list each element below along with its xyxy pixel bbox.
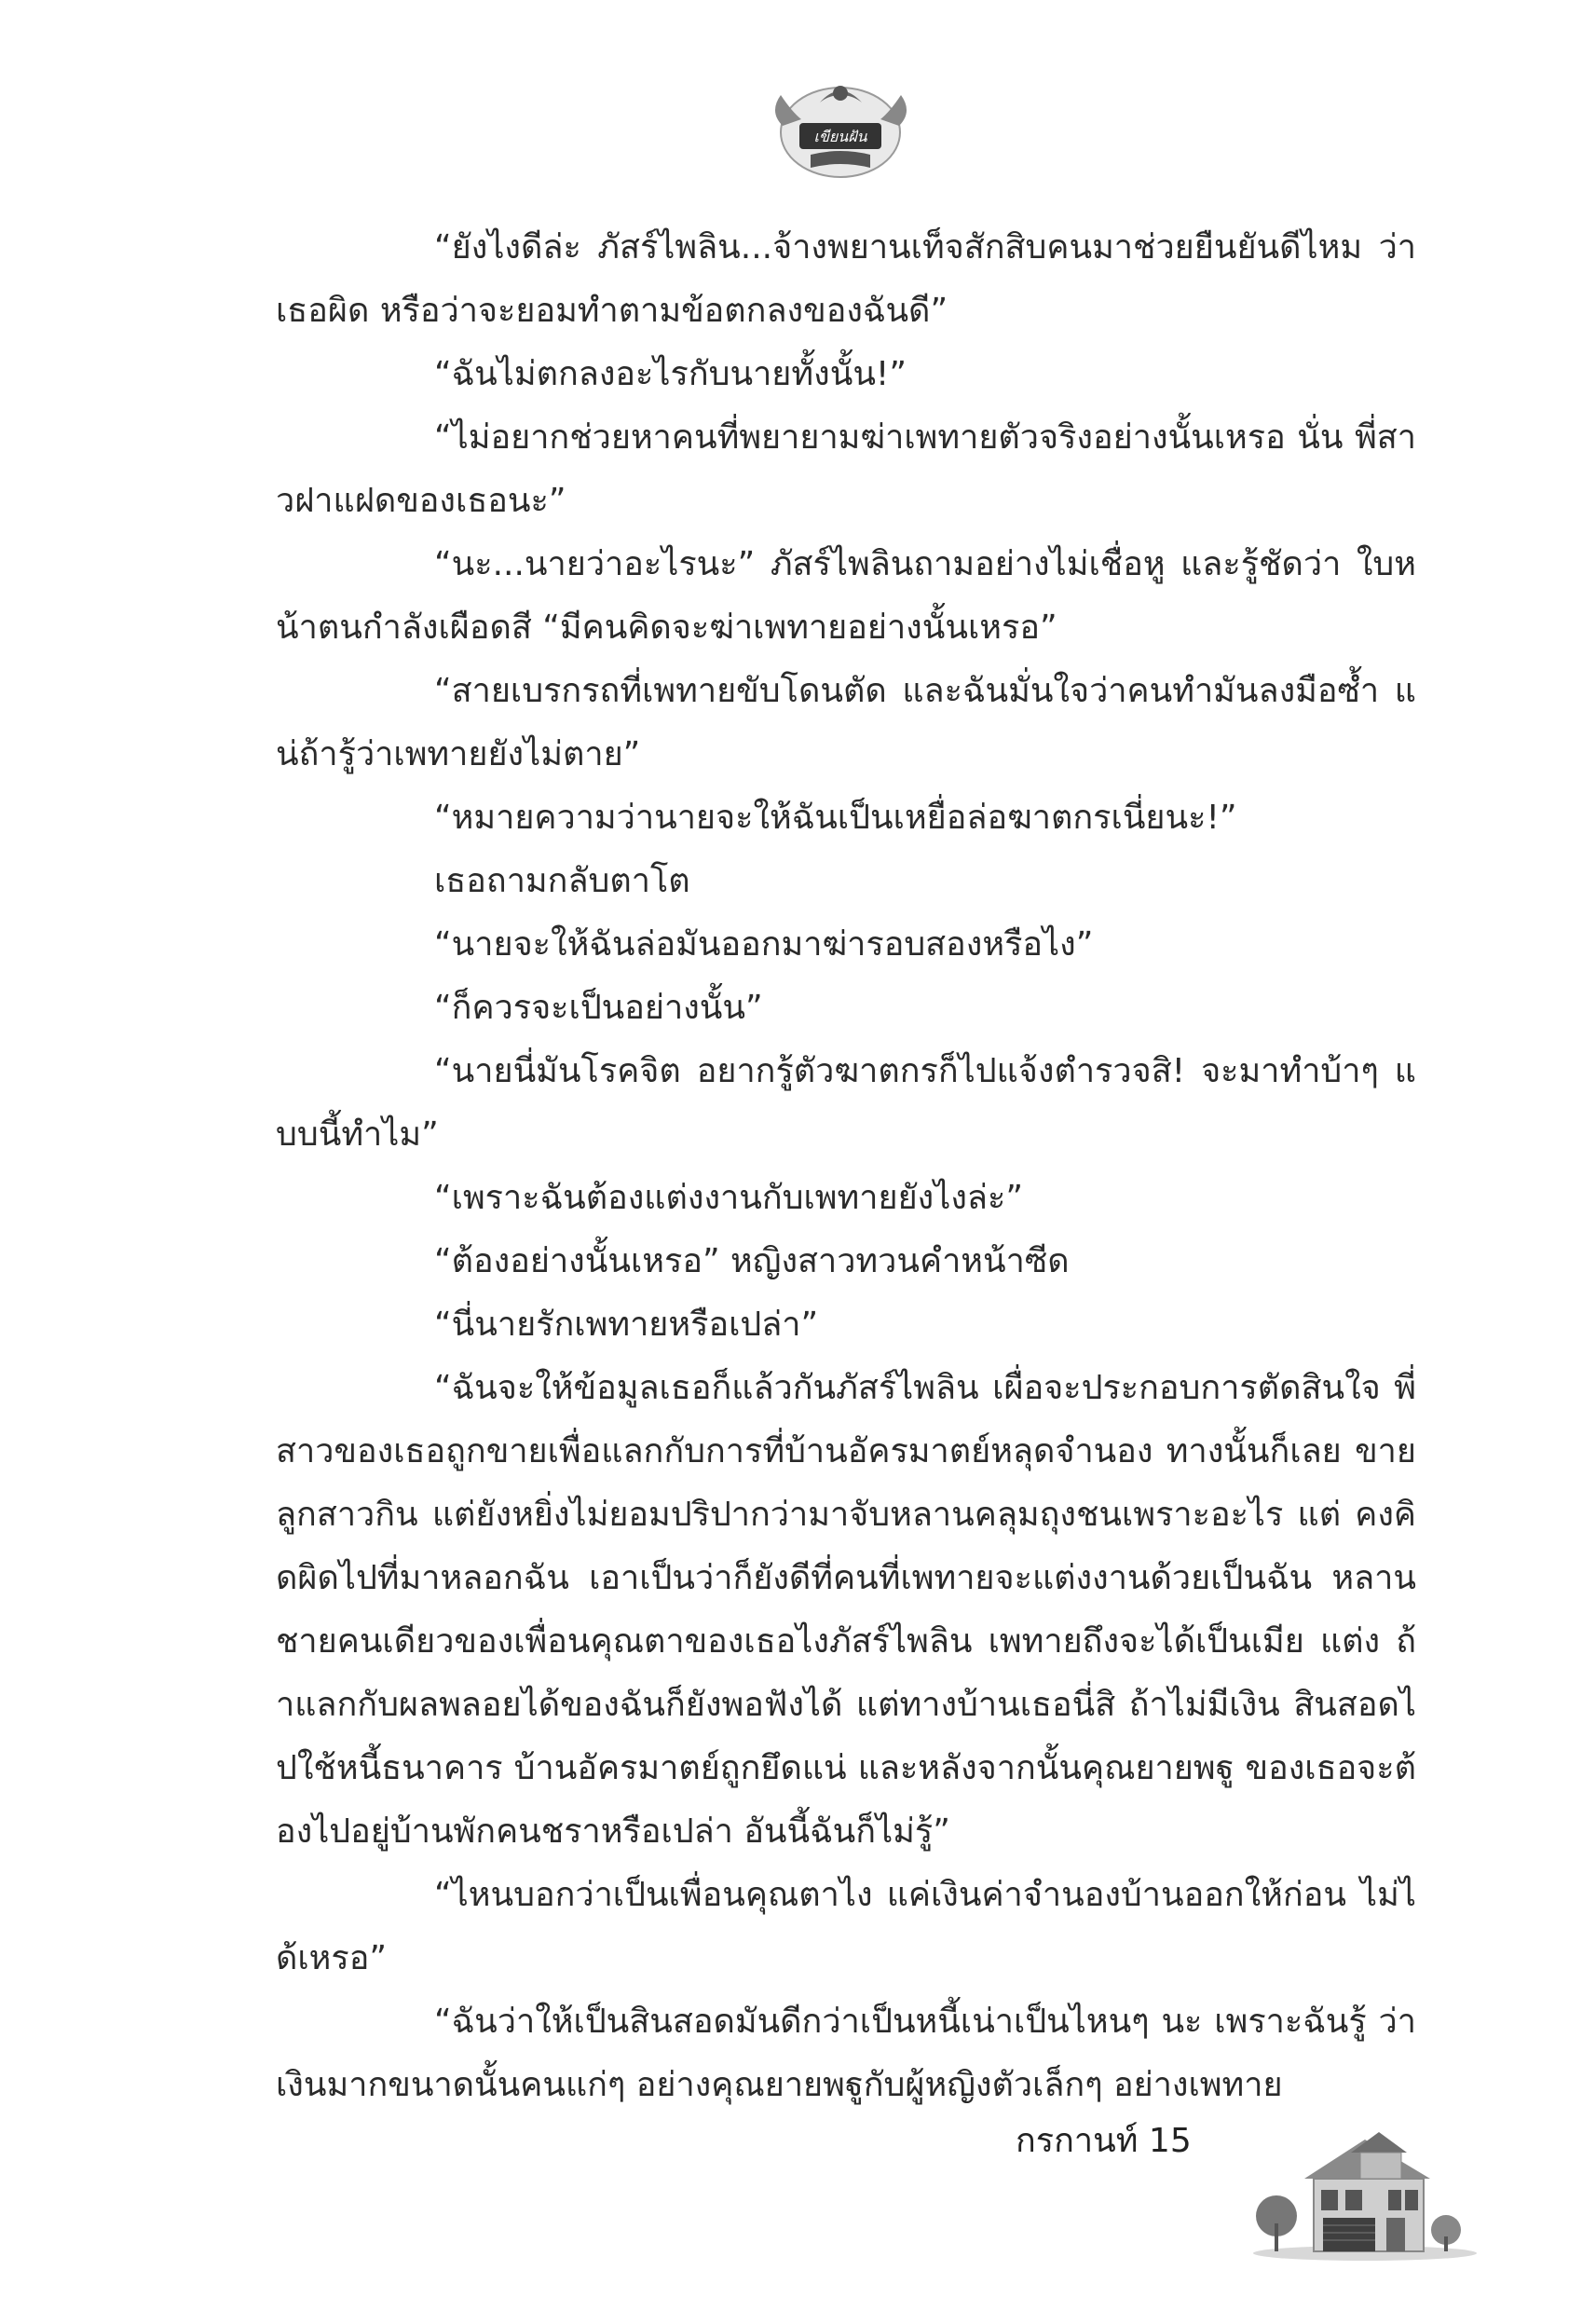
paragraph: “ก็ควรจะเป็นอย่างนั้น” <box>434 989 763 1027</box>
paragraph: “นายนี่มันโรคจิต อยากรู้ตัวฆาตกรก็ไปแจ้งตำรวจสิ! จะมาทำบ้าๆ แบบนี้ทำไม” <box>276 1052 1416 1154</box>
page-footer <box>1016 2113 1500 2263</box>
paragraph: “หมายความว่านายจะให้ฉันเป็นเหยื่อล่อฆาตกรเนี่ยนะ!” <box>434 799 1237 837</box>
house-icon <box>1248 2113 1481 2263</box>
story-text <box>276 216 1416 2117</box>
logo-text: เขียนฝัน <box>813 128 867 145</box>
paragraph: “นี่นายรักเพทายหรือเปล่า” <box>434 1306 819 1344</box>
paragraph: “ไม่อยากช่วยหาคนที่พยายามฆ่าเพทายตัวจริงอย่างนั้นเหรอ นั่น พี่สาวฝาแฝดของเธอนะ” <box>276 418 1416 520</box>
paragraph: “ต้องอย่างนั้นเหรอ” หญิงสาวทวนคำหน้าซีด <box>434 1242 1070 1280</box>
paragraph: “เพราะฉันต้องแต่งงานกับเพทายยังไงล่ะ” <box>434 1179 1023 1217</box>
paragraph: “ฉันไม่ตกลงอะไรกับนายทั้งนั้น!” <box>434 355 907 393</box>
paragraph: “ฉันจะให้ข้อมูลเธอก็แล้วกันภัสร์ไพลิน เผื่อจะประกอบการตัดสินใจ พี่สาวของเธอถูกขายเพื่อแลกกับการที่บ้านอัครมาตย์หลุดจำนอง ทางนั้นก็เลย ขายลูกสาวกิน แต่ยังหยิ่งไม่ยอมปริปากว่ามาจับหลานคลุมถุงชนเพราะอะไร แต่ คงคิดผิดไปที่มาหลอกฉัน เอาเป็นว่าก็ยังดีที่คนที่เพทายจะแต่งงานด้วยเป็นฉัน หลานชายคนเดียวของเพื่อนคุณตาของเธอไงภัสร์ไพลิน เพทายถึงจะได้เป็นเมีย แต่ง ถ้าแลกกับผลพลอยได้ของฉันก็ยังพอฟังได้ แต่ทางบ้านเธอนี่สิ ถ้าไม่มีเงิน สินสอดไปใช้หนี้ธนาคาร บ้านอัครมาตย์ถูกยึดแน่ และหลังจากนั้นคุณยายพฐู ของเธอจะต้องไปอยู่บ้านพักคนชราหรือเปล่า อันนี้ฉันก็ไม่รู้” <box>276 1369 1416 1851</box>
paragraph: “นายจะให้ฉันล่อมันออกมาฆ่ารอบสองหรือไง” <box>434 925 1094 964</box>
paragraph: เธอถามกลับตาโต <box>434 862 690 900</box>
logo-seal <box>764 75 918 186</box>
paragraph: “นะ...นายว่าอะไรนะ” ภัสร์ไพลินถามอย่างไม่เชื่อหู และรู้ชัดว่า ใบหน้าตนกำลังเผือดสี “มีคนคิดจะฆ่าเพทายอย่างนั้นเหรอ” <box>276 545 1416 647</box>
paragraph: “ยังไงดีล่ะ ภัสร์ไพลิน...จ้างพยานเท็จสักสิบคนมาช่วยยืนยันดีไหม ว่าเธอผิด หรือว่าจะยอมทำตามข้อตกลงของฉันดี” <box>276 228 1416 330</box>
page-number-label: กรกานท์ 15 <box>1016 2122 1192 2160</box>
paragraph: “ไหนบอกว่าเป็นเพื่อนคุณตาไง แค่เงินค่าจำนองบ้านออกให้ก่อน ไม่ได้เหรอ” <box>276 1876 1416 1977</box>
paragraph: “สายเบรกรถที่เพทายขับโดนตัด และฉันมั่นใจว่าคนทำมันลงมือซ้ำ แน่ถ้ารู้ว่าเพทายยังไม่ตาย” <box>276 672 1416 773</box>
paragraph: “ฉันว่าให้เป็นสินสอดมันดีกว่าเป็นหนี้เน่าเป็นไหนๆ นะ เพราะฉันรู้ ว่าเงินมากขนาดนั้นคนแก่ๆ อย่างคุณยายพฐูกับผู้หญิงตัวเล็กๆ อย่างเพทาย <box>276 2003 1416 2104</box>
book-seal-icon <box>764 75 918 186</box>
